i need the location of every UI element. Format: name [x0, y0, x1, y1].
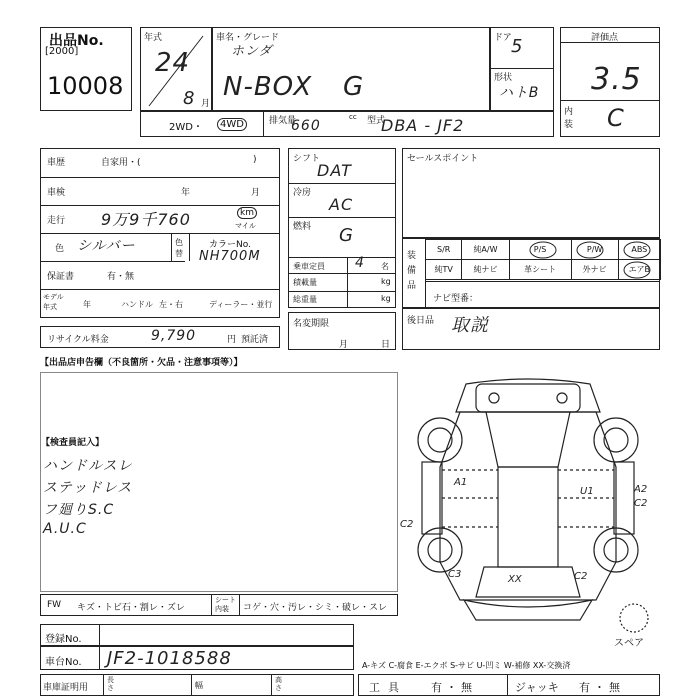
handle-label: ハンドル: [121, 300, 153, 309]
tools-label: 工具: [369, 681, 407, 694]
chassis-value: JF2-1018588: [107, 648, 232, 669]
load-label: 積載量: [293, 278, 317, 287]
fw-row: [40, 594, 398, 616]
dealer-label: ディーラー・並行: [209, 300, 273, 309]
shape-value: ハトB: [499, 85, 540, 101]
reg-row: [40, 624, 354, 646]
equip-cell: P/W: [571, 240, 618, 260]
cc-unit: cc: [349, 113, 357, 121]
warranty-label: 保証書: [47, 272, 75, 282]
total-label: 総重量: [293, 295, 317, 304]
later-box: [402, 308, 660, 350]
drive-options: 2WD・: [169, 122, 203, 133]
cert-label: 車庫証明用: [43, 683, 89, 693]
inspector-note: ステッドレス: [43, 480, 133, 496]
warranty-value: 有・無: [107, 272, 135, 282]
recycle-value: 9,790: [151, 328, 197, 344]
color-no-value: NH700M: [199, 249, 261, 264]
ac-value: AC: [329, 195, 354, 214]
model-year-unit: 年: [83, 300, 91, 309]
deadline-label: 名変期限: [293, 319, 330, 329]
color-no-label: カラーNo.: [209, 240, 251, 250]
damage-mark: XX: [508, 574, 522, 585]
seat-label: シート内装: [215, 596, 236, 613]
color-change: 色替: [175, 238, 183, 258]
cert-col: 幅: [195, 681, 203, 690]
damage-mark: C2: [400, 519, 414, 530]
equip-circles: [425, 239, 661, 281]
disp-label: 排気量: [269, 116, 297, 126]
lot-label: 出品No.: [49, 33, 104, 49]
door-box: [490, 27, 554, 111]
cert-col: 高さ: [275, 676, 282, 692]
name-box: [212, 27, 490, 111]
tools-value: 有・無: [431, 681, 476, 694]
inspection-label: 車検: [47, 188, 66, 198]
equip-box: [402, 238, 660, 308]
shape-label: 形状: [494, 73, 513, 83]
history-value: 自家用・(: [101, 158, 141, 168]
model-year-label: モデル年式: [43, 293, 64, 311]
damage-mark: C2: [634, 498, 648, 509]
year-slash: [141, 28, 211, 110]
reg-label: 登録No.: [45, 634, 82, 645]
inspection-month: 月: [251, 188, 261, 198]
navi-label: ナビ型番：: [433, 294, 479, 304]
damage-mark: C2: [574, 571, 588, 582]
maker-value: ホンダ: [231, 44, 273, 59]
name-label: 車名・グレード: [216, 33, 280, 43]
total-unit: kg: [381, 294, 391, 303]
model-value: N-BOX: [223, 72, 313, 102]
fuel-value: G: [339, 225, 354, 246]
lot-box: [40, 27, 132, 111]
door-label: ドア: [494, 33, 512, 43]
recycle-note: 預託済: [241, 335, 269, 345]
later-value: 取説: [451, 315, 489, 336]
mid-info: [288, 148, 396, 308]
fw-items: キズ・トビ石・割レ・ズレ: [77, 603, 185, 613]
equip-cell: エアB: [618, 260, 660, 280]
color-value: シルバー: [77, 238, 136, 254]
drive-4wd: 4WD: [217, 118, 247, 131]
equip-cell: 純TV: [426, 260, 462, 280]
spare-label: スペア: [614, 638, 644, 649]
capacity-label: 乗車定員: [293, 262, 325, 271]
deadline-month: 月: [339, 340, 349, 350]
mileage-label: 走行: [47, 216, 66, 226]
damage-legend: A-キズ C-腐食 E-エクボ S-サビ U-凹ミ W-補修 XX-交換済: [362, 661, 571, 670]
equip-cell: S/R: [426, 240, 462, 260]
fw-label: FW: [47, 600, 62, 610]
lot-sub: [2000]: [45, 46, 79, 57]
score-box: [560, 27, 660, 137]
equip-label: 装備品: [407, 251, 417, 291]
shift-value: DAT: [317, 161, 352, 180]
shift-label: シフト: [293, 154, 321, 164]
seat-items: コゲ・穴・汚レ・シミ・破レ・スレ: [243, 603, 388, 613]
sales-point-label: セールスポイント: [407, 154, 479, 164]
capacity-unit: 名: [381, 262, 389, 271]
disp-value: 660: [291, 118, 321, 134]
fuel-label: 燃料: [293, 222, 312, 232]
jack-value: 有・無: [579, 681, 624, 694]
chassis-row: [40, 646, 354, 670]
door-value: 5: [511, 36, 524, 57]
score-value: 3.5: [591, 62, 642, 97]
deadline-box: [288, 312, 396, 350]
inspector-note: フ廻りS.C: [43, 502, 115, 518]
inspector-note: ハンドルスレ: [43, 458, 133, 474]
car-diagram: [398, 372, 660, 650]
equip-cell: 革シート: [509, 260, 571, 280]
jack-label: ジャッキ: [515, 681, 559, 694]
inspector-box: [40, 372, 398, 592]
month-unit: 月: [201, 99, 211, 109]
recycle-box: [40, 326, 280, 348]
equip-cell: 純A/W: [462, 240, 509, 260]
inspector-label: 【検査員記入】: [41, 438, 105, 448]
inspection-year: 年: [181, 188, 191, 198]
recycle-label: リサイクル料金: [47, 335, 109, 345]
ac-label: 冷房: [293, 188, 312, 198]
chassis-label: 車台No.: [45, 657, 82, 668]
equip-cell: ABS: [618, 240, 660, 260]
history-close: ): [253, 155, 257, 165]
capacity-value: 4: [355, 255, 365, 271]
drive-row: [140, 111, 554, 137]
year-label: 年式: [144, 33, 163, 43]
type-value: DBA - JF2: [381, 116, 465, 135]
declaration-label: 【出品店申告欄（不良箇所・欠品・注意事項等）】: [40, 358, 243, 368]
history-label: 車歴: [47, 158, 66, 168]
handle-value: 左・右: [159, 300, 183, 309]
equip-cell: 純ナビ: [462, 260, 509, 280]
load-unit: kg: [381, 277, 391, 286]
equip-cell: P/S: [509, 240, 571, 260]
equip-cell: 外ナビ: [571, 260, 618, 280]
left-info: [40, 148, 280, 318]
mileage-value: 9万9千760: [101, 210, 191, 229]
recycle-unit: 円: [227, 335, 237, 345]
sales-point-box: [402, 148, 660, 238]
damage-mark: C3: [448, 569, 462, 580]
grade-value: G: [343, 72, 365, 102]
deadline-day: 日: [381, 340, 391, 350]
month-value: 8: [183, 88, 196, 109]
interior-label: 内装: [564, 107, 574, 130]
color-label: 色: [55, 244, 65, 254]
cert-col: 長さ: [107, 676, 114, 692]
score-label: 評価点: [591, 33, 619, 43]
mileage-unit2: マイル: [235, 222, 256, 230]
interior-value: C: [607, 104, 625, 132]
year-value: 24: [155, 48, 191, 78]
year-box: [140, 27, 212, 111]
damage-mark: U1: [580, 486, 594, 497]
later-label: 後日品: [407, 316, 435, 326]
damage-mark: A1: [454, 477, 468, 488]
tools-row: [358, 674, 660, 696]
mileage-unit: km: [237, 207, 257, 219]
damage-mark: A2: [634, 484, 648, 495]
type-label: 型式: [367, 116, 386, 126]
lot-number: 10008: [47, 72, 124, 100]
inspector-note: A.U.C: [43, 521, 87, 537]
cert-row: [40, 674, 354, 696]
